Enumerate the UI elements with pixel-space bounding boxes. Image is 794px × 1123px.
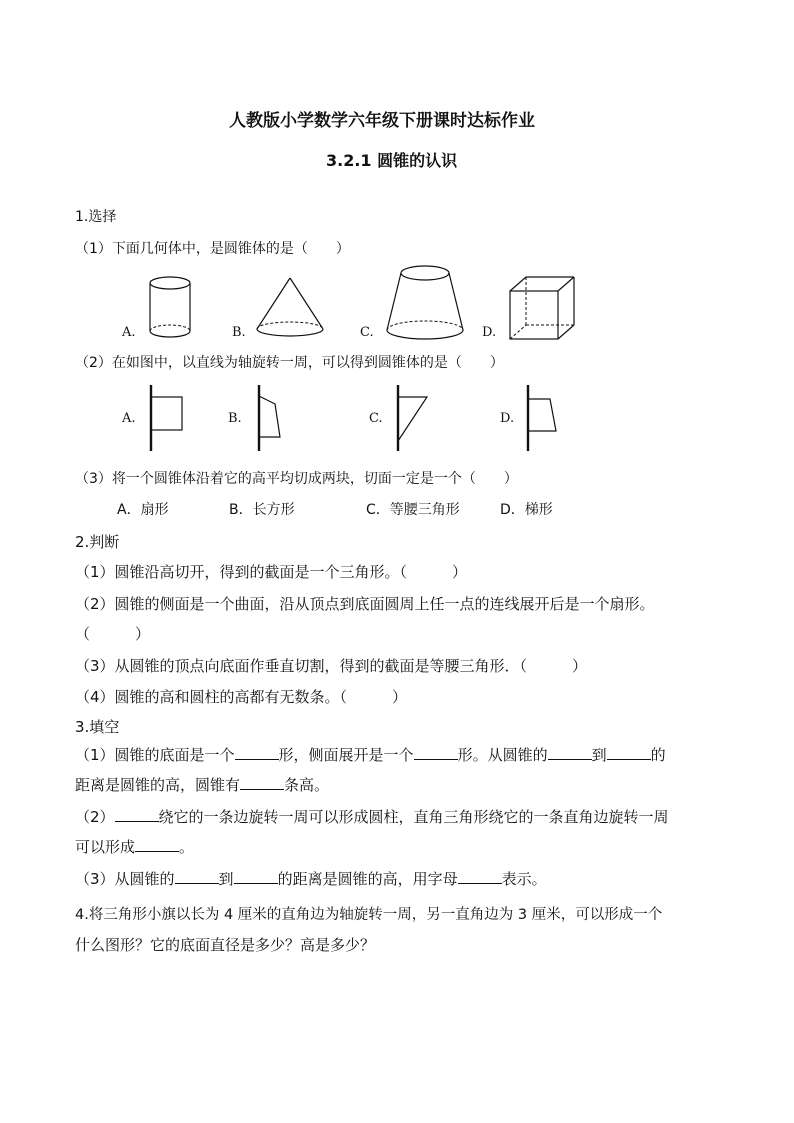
text: 的 [650,746,666,764]
answer-blank[interactable] [607,745,651,760]
text: 。 [179,838,195,856]
option-a-label: A. [122,411,136,426]
answer-blank[interactable] [458,869,502,884]
judge-item-3: （3）从圆锥的顶点向底面作垂直切割，得到的截面是等腰三角形．（ ） [75,657,588,675]
option-d-label: D. [482,325,497,340]
fill-question-2-line-1 [75,806,669,827]
answer-blank[interactable] [240,775,284,790]
section-heading-judge: 2.判断 [75,533,120,551]
cylinder-icon [148,276,192,340]
option-c-label: C. [360,325,374,340]
fill-question-2-line-2 [75,836,194,857]
option-a-label: A. [122,325,136,340]
q3-option-d: D．梯形 [500,502,553,518]
section-heading-choice: 1.选择 [75,209,117,225]
answer-blank[interactable] [234,869,278,884]
answer-blank[interactable] [135,837,179,852]
judge-item-2-bracket: （ ） [75,625,151,643]
answer-blank[interactable] [235,745,279,760]
text: 绕它的一条边旋转一周可以形成圆柱，直角三角形绕它的一条直角边旋转一周 [158,808,669,826]
question-1-3: （3）将一个圆锥体沿着它的高平均切成两块，切面一定是一个（ ） [75,471,518,487]
text: 条高。 [284,776,330,794]
text: 形。从圆锥的 [457,746,548,764]
text: （1）圆锥的底面是一个 [75,746,235,764]
cone-icon [255,276,325,340]
option-d-label: D. [500,411,515,426]
judge-item-1: （1）圆锥沿高切开，得到的截面是一个三角形。（ ） [75,563,468,581]
q3-option-b: B．长方形 [229,502,295,518]
answer-blank[interactable] [548,745,592,760]
frustum-icon [385,264,465,342]
answer-blank[interactable] [414,745,458,760]
q3-option-c: C．等腰三角形 [366,502,460,518]
option-b-label: B. [232,325,246,340]
text: 表示。 [501,870,547,888]
lesson-subtitle: 3.2.1 圆锥的认识 [326,151,458,170]
fill-question-1-line-2 [75,774,329,795]
trapezoid-right-rotation-icon [525,383,559,453]
option-c-label: C. [369,411,383,426]
text: 到 [218,870,234,888]
answer-blank[interactable] [175,869,219,884]
q3-option-a: A．扇形 [117,502,169,518]
page-title: 人教版小学数学六年级下册课时达标作业 [229,111,535,131]
cube-icon [508,275,576,341]
rectangle-rotation-icon [148,383,188,453]
text: 到 [591,746,607,764]
word-problem-line-2: 什么图形？它的底面直径是多少？高是多少？ [75,936,376,954]
question-1-2: （2）在如图中，以直线为轴旋转一周，可以得到圆锥体的是（ ） [75,355,504,371]
fill-question-1-line-1 [75,744,666,765]
section-heading-fill: 3.填空 [75,718,120,736]
text: 可以形成 [75,838,136,856]
text: 的距离是圆锥的高，用字母 [277,870,458,888]
question-1-1: （1）下面几何体中，是圆锥体的是（ ） [75,241,350,257]
trapezoid-rotation-icon [256,383,286,453]
text: 距离是圆锥的高，圆锥有 [75,776,241,794]
text: （2） [75,808,115,826]
word-problem-line-1: 4.将三角形小旗以长为 4 厘米的直角边为轴旋转一周，另一直角边为 3 厘米，可以形成一个 [75,907,663,923]
text: 形，侧面展开是一个 [278,746,414,764]
triangle-rotation-icon [395,383,431,453]
judge-item-2: （2）圆锥的侧面是一个曲面，沿从顶点到底面圆周上任一点的连线展开后是一个扇形。 [75,595,655,613]
fill-question-3 [75,868,547,889]
judge-item-4: （4）圆锥的高和圆柱的高都有无数条。（ ） [75,688,408,706]
text: （3）从圆锥的 [75,870,175,888]
answer-blank[interactable] [115,807,159,822]
option-b-label: B. [228,411,242,426]
